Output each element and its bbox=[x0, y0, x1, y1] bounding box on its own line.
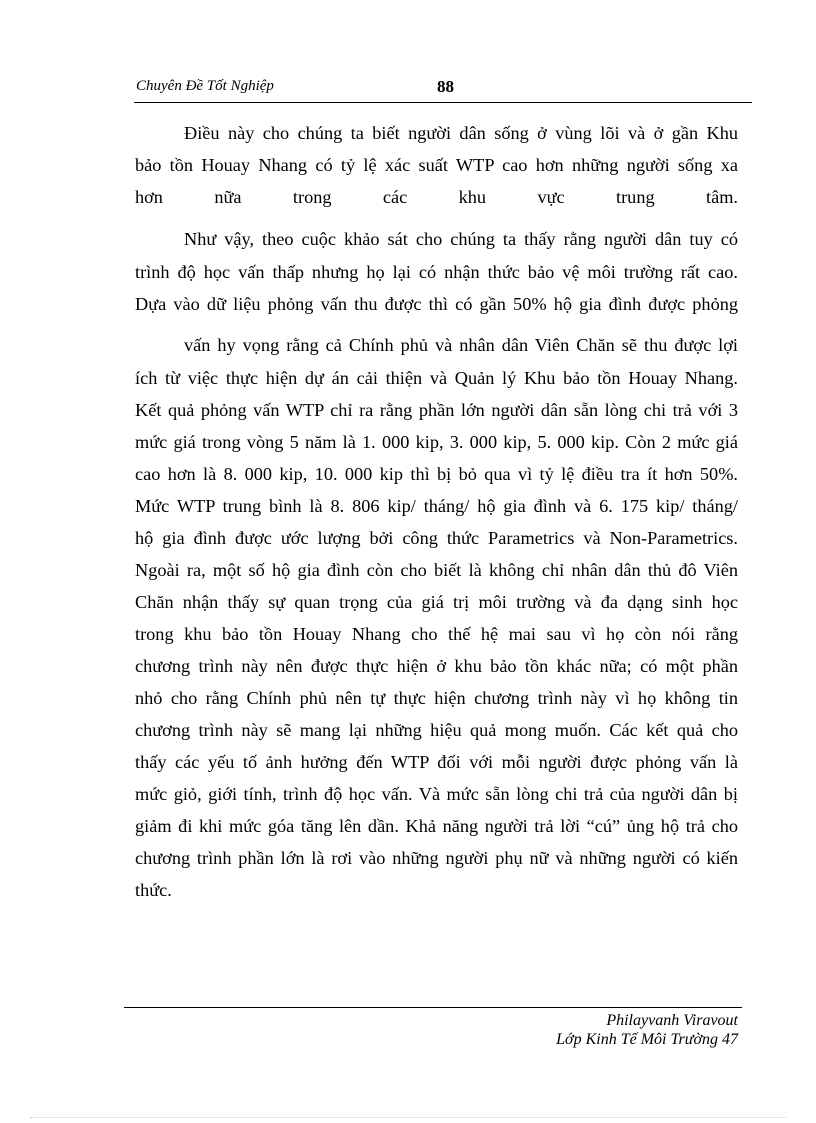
text-line: ích từ việc thực hiện dự án cải thiện và Quản lý Khu bảo tồn Houay Nhang. bbox=[135, 368, 738, 388]
text-line: vấn hy vọng rằng cả Chính phủ và nhân dân Viên Chăn sẽ thu được lợi bbox=[184, 335, 738, 355]
text-line: bảo tồn Houay Nhang có tỷ lệ xác suất WTP cao hơn những người sống xa bbox=[135, 155, 738, 175]
text-line: hơn nữa trong các khu vực trung tâm. bbox=[135, 187, 738, 207]
text-line: trong khu bảo tồn Houay Nhang cho thế hệ mai sau vì họ còn nói rằng bbox=[135, 624, 738, 644]
text-line: thấy các yếu tố ảnh hưởng đến WTP đối với mỗi người được phỏng vấn là bbox=[135, 752, 738, 772]
text-line: thức. bbox=[135, 880, 172, 900]
text-line: trình độ học vấn thấp nhưng họ lại có nhận thức bảo vệ môi trường rất cao. bbox=[135, 262, 738, 282]
text-line: giảm đi khi mức góa tăng lên dần. Khả năng người trả lời “cú” ủng hộ trả cho bbox=[135, 816, 738, 836]
text-line: Mức WTP trung bình là 8. 806 kip/ tháng/ hộ gia đình và 6. 175 kip/ tháng/ bbox=[135, 496, 738, 516]
footer-rule bbox=[124, 1007, 742, 1008]
text-line: nhỏ cho rằng Chính phủ nên tự thực hiện chương trình này vì họ không tin bbox=[135, 688, 738, 708]
page-bottom-divider bbox=[30, 1117, 786, 1118]
text-line: Kết quả phỏng vấn WTP chỉ ra rằng phần lớn người dân sẵn lòng chi trả với 3 bbox=[135, 400, 738, 420]
footer-class: Lớp Kinh Tế Môi Trường 47 bbox=[556, 1031, 738, 1048]
text-line: chương trình phần lớn là rơi vào những người phụ nữ và những người có kiến bbox=[135, 848, 738, 868]
text-line: Chăn nhận thấy sự quan trọng của giá trị môi trường và đa dạng sinh học bbox=[135, 592, 738, 612]
header-title: Chuyên Đề Tốt Nghiệp bbox=[136, 78, 274, 94]
text-line: Như vậy, theo cuộc khảo sát cho chúng ta thấy rằng người dân tuy có bbox=[184, 229, 738, 249]
text-line: mức giỏ, giới tính, trình độ học vấn. Và mức sẵn lòng chi trả của người dân bị bbox=[135, 784, 738, 804]
text-line: cao hơn là 8. 000 kip, 10. 000 kip thì bị bỏ qua vì tỷ lệ điều tra ít hơn 50%. bbox=[135, 464, 738, 484]
footer-author: Philayvanh Viravout bbox=[606, 1012, 738, 1029]
page-number: 88 bbox=[437, 77, 454, 96]
text-line: chương trình này sẽ mang lại những hiệu quả mong muốn. Các kết quả cho bbox=[135, 720, 738, 740]
text-line: Ngoài ra, một số hộ gia đình còn cho biết là không chỉ nhân dân thủ đô Viên bbox=[135, 560, 738, 580]
text-line: mức giá trong vòng 5 năm là 1. 000 kip, 3. 000 kip, 5. 000 kip. Còn 2 mức giá bbox=[135, 432, 738, 452]
text-line: Dựa vào dữ liệu phỏng vấn thu được thì có gần 50% hộ gia đình được phỏng bbox=[135, 294, 738, 314]
text-line: Điều này cho chúng ta biết người dân sống ở vùng lõi và ở gần Khu bbox=[184, 123, 738, 143]
page-header bbox=[134, 74, 752, 103]
text-line: hộ gia đình được ước lượng bởi công thức Parametrics và Non-Parametrics. bbox=[135, 528, 738, 548]
text-line: chương trình này nên được thực hiện ở khu bảo tồn khác nữa; có một phần bbox=[135, 656, 738, 676]
